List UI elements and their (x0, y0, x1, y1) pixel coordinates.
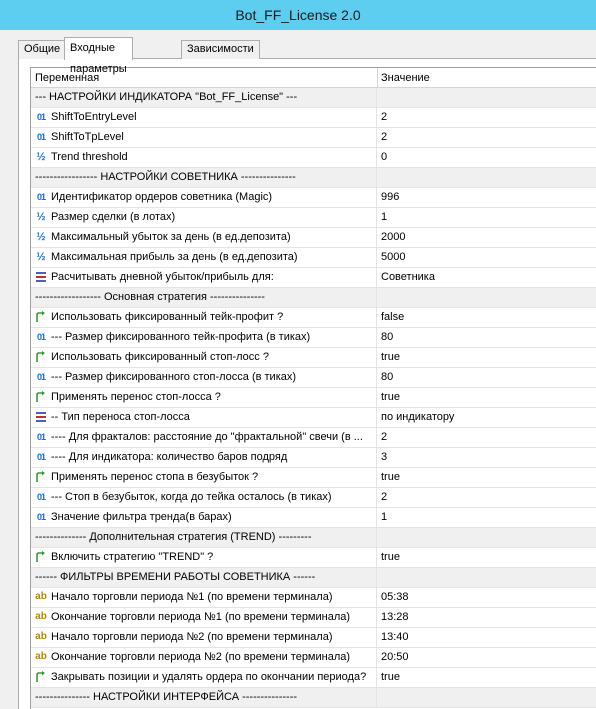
parameter-row[interactable] (31, 668, 596, 688)
parameter-name-cell (31, 428, 377, 447)
parameter-name-cell (31, 208, 377, 227)
parameter-value[interactable]: 5000 (381, 251, 406, 263)
parameter-name: Включить стратегию "TREND" ? (51, 551, 214, 563)
parameter-name: Окончание торговли периода №2 (по времени терминала) (51, 651, 351, 663)
tab-general[interactable]: Общие (18, 40, 66, 59)
parameter-name-cell (31, 248, 377, 267)
parameter-name: ------------------ Основная стратегия --------------- (35, 291, 265, 303)
bool-param-icon (34, 550, 48, 564)
enum-param-icon (34, 270, 48, 284)
parameter-value[interactable]: 2 (381, 131, 388, 143)
parameter-name-cell (31, 648, 377, 667)
enum-param-icon (34, 410, 48, 424)
parameter-name: -------------- Дополнительная стратегия (TREND) --------- (35, 531, 312, 543)
parameter-name-cell (31, 528, 377, 547)
parameter-name: Идентификатор ордеров советника (Magic) (51, 191, 273, 203)
parameter-name-cell (31, 628, 377, 647)
parameter-name: Размер сделки (в лотах) (51, 211, 176, 223)
parameter-row[interactable] (31, 468, 596, 488)
parameter-row[interactable] (31, 208, 596, 228)
parameter-row[interactable] (31, 488, 596, 508)
parameter-name-cell (31, 188, 377, 207)
parameter-name-cell (31, 168, 377, 187)
parameter-value[interactable]: 2 (381, 431, 388, 443)
parameter-name: --- Стоп в безубыток, когда до тейка осталось (в тиках) (51, 491, 332, 503)
parameter-name-cell (31, 588, 377, 607)
int-param-icon: 01 (36, 372, 45, 382)
parameter-name-cell (31, 308, 377, 327)
parameter-name: Начало торговли периода №2 (по времени терминала) (51, 631, 333, 643)
double-param-icon: ½ (36, 231, 46, 243)
parameter-name-cell (31, 468, 377, 487)
string-param-icon: ab (35, 651, 47, 662)
parameter-name: -- Тип переноса стоп-лосса (51, 411, 190, 423)
parameter-name: Значение фильтра тренда(в барах) (51, 511, 232, 523)
section-row[interactable] (31, 688, 596, 708)
parameter-value[interactable]: 1 (381, 511, 388, 523)
parameter-value[interactable]: true (381, 671, 400, 683)
parameter-row[interactable] (31, 328, 596, 348)
section-row[interactable] (31, 528, 596, 548)
parameter-name: ----------------- НАСТРОЙКИ СОВЕТНИКА --------------- (35, 171, 296, 183)
parameter-row[interactable] (31, 428, 596, 448)
parameter-name: Максимальный убыток за день (в ед.депозита) (51, 231, 291, 243)
parameter-name-cell (31, 148, 377, 167)
parameter-value[interactable]: 13:28 (381, 611, 409, 623)
parameter-row[interactable] (31, 128, 596, 148)
parameter-name-cell (31, 128, 377, 147)
parameter-value[interactable]: 80 (381, 371, 394, 383)
parameter-value[interactable]: true (381, 471, 400, 483)
parameter-row[interactable] (31, 108, 596, 128)
parameter-name-cell (31, 688, 377, 707)
tab-dependencies[interactable]: Зависимости (181, 40, 260, 59)
parameter-value[interactable]: Советника (381, 271, 435, 283)
parameter-name-cell (31, 328, 377, 347)
double-param-icon: ½ (36, 211, 46, 223)
parameter-value[interactable]: 3 (381, 451, 388, 463)
parameter-value[interactable]: true (381, 551, 400, 563)
column-separator[interactable] (377, 68, 378, 88)
parameter-name: --- Размер фиксированного стоп-лосса (в тиках) (51, 371, 297, 383)
section-row[interactable] (31, 568, 596, 588)
parameter-row[interactable] (31, 148, 596, 168)
bool-param-icon (34, 670, 48, 684)
parameter-name-cell (31, 108, 377, 127)
double-param-icon: ½ (36, 251, 46, 263)
window-title: Bot_FF_License 2.0 (235, 7, 361, 23)
parameter-name: ---- Для фракталов: расстояние до "фрактальной" свечи (в ... (51, 431, 363, 443)
parameter-row[interactable] (31, 188, 596, 208)
parameter-row[interactable] (31, 368, 596, 388)
parameter-name-cell (31, 448, 377, 467)
int-param-icon: 01 (36, 512, 45, 522)
parameter-value[interactable]: 13:40 (381, 631, 409, 643)
parameter-row[interactable] (31, 388, 596, 408)
parameter-row[interactable] (31, 348, 596, 368)
bool-param-icon (34, 470, 48, 484)
parameter-row[interactable] (31, 628, 596, 648)
column-header-value[interactable]: Значение (381, 72, 430, 84)
window-titlebar[interactable] (0, 0, 596, 30)
parameter-value[interactable]: 2000 (381, 231, 406, 243)
parameter-value[interactable]: 1 (381, 211, 388, 223)
parameter-value[interactable]: 2 (381, 111, 388, 123)
parameter-name-cell (31, 288, 377, 307)
parameter-name: ShiftToTpLevel (51, 131, 124, 143)
parameter-name-cell (31, 508, 377, 527)
tab-inputs[interactable]: Входные параметры (64, 37, 133, 60)
parameter-rows (31, 88, 596, 708)
parameter-value[interactable]: 2 (381, 491, 388, 503)
parameter-name-cell (31, 668, 377, 687)
parameter-row[interactable] (31, 548, 596, 568)
int-param-icon: 01 (36, 332, 45, 342)
parameter-name: Использовать фиксированный тейк-профит ? (51, 311, 284, 323)
int-param-icon: 01 (36, 192, 45, 202)
parameter-name: Расчитывать дневной убыток/прибыль для: (51, 271, 274, 283)
parameter-name-cell (31, 568, 377, 587)
parameter-value[interactable]: по индикатору (381, 411, 455, 423)
parameter-name-cell (31, 388, 377, 407)
bool-param-icon (34, 310, 48, 324)
parameter-row[interactable] (31, 268, 596, 288)
parameter-name: ------ ФИЛЬТРЫ ВРЕМЕНИ РАБОТЫ СОВЕТНИКА ------ (35, 571, 316, 583)
double-param-icon: ½ (36, 151, 46, 163)
parameter-name-cell (31, 488, 377, 507)
int-param-icon: 01 (36, 452, 45, 462)
parameter-row[interactable] (31, 608, 596, 628)
parameter-name: Окончание торговли периода №1 (по времени терминала) (51, 611, 351, 623)
parameter-name-cell (31, 408, 377, 427)
parameter-row[interactable] (31, 408, 596, 428)
parameter-value[interactable]: 05:38 (381, 591, 409, 603)
parameter-name: Закрывать позиции и удалять ордера по окончании периода? (51, 671, 367, 683)
string-param-icon: ab (35, 631, 47, 642)
parameter-name: ShiftToEntryLevel (51, 111, 137, 123)
parameter-name: Применять перенос стопа в безубыток ? (51, 471, 259, 483)
section-row[interactable] (31, 88, 596, 108)
parameter-row[interactable] (31, 248, 596, 268)
parameter-value[interactable]: 20:50 (381, 651, 409, 663)
parameter-row[interactable] (31, 448, 596, 468)
parameter-name: ---- Для индикатора: количество баров подряд (51, 451, 288, 463)
parameter-name: Trend threshold (51, 151, 128, 163)
string-param-icon: ab (35, 611, 47, 622)
parameters-grid (30, 67, 596, 709)
section-row[interactable] (31, 288, 596, 308)
parameter-name: Применять перенос стоп-лосса ? (51, 391, 221, 403)
int-param-icon: 01 (36, 492, 45, 502)
int-param-icon: 01 (36, 132, 45, 142)
parameter-name-cell (31, 348, 377, 367)
parameter-name-cell (31, 268, 377, 287)
parameter-row[interactable] (31, 228, 596, 248)
parameter-name: Максимальная прибыль за день (в ед.депозита) (51, 251, 298, 263)
parameter-value[interactable]: false (381, 311, 405, 323)
column-header-variable[interactable]: Переменная (35, 72, 100, 84)
parameter-row[interactable] (31, 648, 596, 668)
int-param-icon: 01 (36, 112, 45, 122)
parameter-name-cell (31, 548, 377, 567)
parameter-name: --- Размер фиксированного тейк-профита (в тиках) (51, 331, 311, 343)
parameter-name: Использовать фиксированный стоп-лосс ? (51, 351, 269, 363)
parameter-row[interactable] (31, 588, 596, 608)
parameter-value[interactable]: 80 (381, 331, 394, 343)
parameter-value[interactable]: true (381, 391, 400, 403)
parameter-row[interactable] (31, 508, 596, 528)
parameter-name: --------------- НАСТРОЙКИ ИНТЕРФЕЙСА --------------- (35, 691, 298, 703)
int-param-icon: 01 (36, 432, 45, 442)
parameter-name: --- НАСТРОЙКИ ИНДИКАТОРА "Bot_FF_License" --- (35, 91, 298, 103)
bool-param-icon (34, 350, 48, 364)
parameter-value[interactable]: 0 (381, 151, 388, 163)
parameter-value[interactable]: 996 (381, 191, 400, 203)
string-param-icon: ab (35, 591, 47, 602)
parameter-name-cell (31, 608, 377, 627)
parameter-value[interactable]: true (381, 351, 400, 363)
section-row[interactable] (31, 168, 596, 188)
parameter-name: Начало торговли периода №1 (по времени терминала) (51, 591, 333, 603)
bool-param-icon (34, 390, 48, 404)
parameter-name-cell (31, 88, 377, 107)
parameter-name-cell (31, 368, 377, 387)
parameter-row[interactable] (31, 308, 596, 328)
parameter-name-cell (31, 228, 377, 247)
